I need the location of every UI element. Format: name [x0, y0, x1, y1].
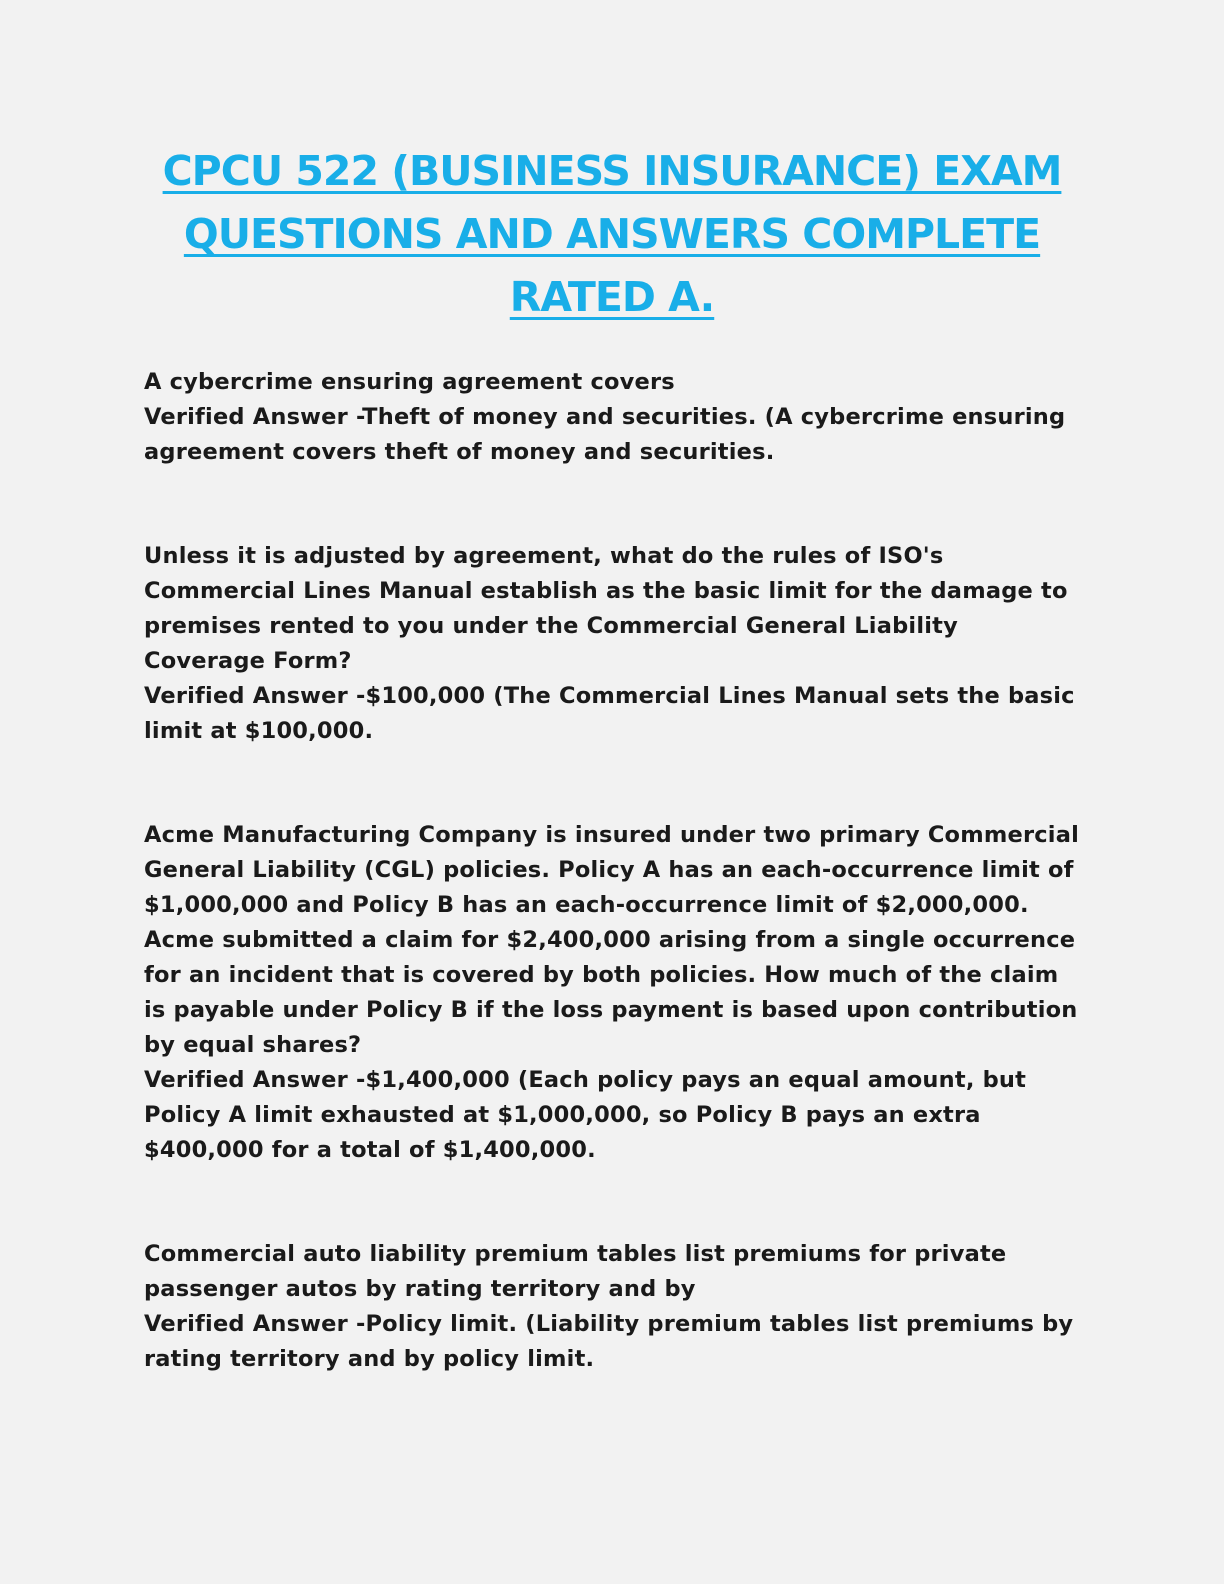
qa-item: [144, 539, 1080, 749]
qa-item: [144, 365, 1080, 470]
document-title[interactable]: CPCU 522 (BUSINESS INSURANCE) EXAM QUESTIONS AND ANSWERS COMPLETE RATED A.: [162, 147, 1062, 321]
answer-text: Verified Answer -$1,400,000 (Each policy pays an equal amount, but Policy A limit exhausted at $1,000,000, so Policy B pays an extra $400,000 for a total of $1,400,000.: [144, 1067, 1027, 1163]
answer-text: Verified Answer -Theft of money and securities. (A cybercrime ensuring agreement covers theft of money and securities.: [144, 404, 1066, 465]
question-text: Commercial auto liability premium tables list premiums for private passenger autos by rating territory and by: [144, 1241, 1007, 1302]
question-text: Unless it is adjusted by agreement, what do the rules of ISO's Commercial Lines Manual establish as the basic limit for the damage to premises rented to you under the Commercial General Liability Coverage Form?: [144, 543, 1068, 674]
answer-text: Verified Answer -Policy limit. (Liability premium tables list premiums by rating territory and by policy limit.: [144, 1311, 1074, 1372]
question-text: Acme Manufacturing Company is insured under two primary Commercial General Liability (CGL) policies. Policy A has an each-occurrence limit of $1,000,000 and Policy B has an each-occurrence limit of $2,000,000. Acme submitted a claim for $2,400,000 arising from a single occurrence for an incident that is covered by both policies. How much of the claim is payable under Policy B if the loss payment is based upon contribution by equal shares?: [144, 822, 1080, 1058]
qa-list: [144, 365, 1080, 1377]
qa-item: [144, 818, 1080, 1168]
qa-item: [144, 1237, 1080, 1377]
answer-text: Verified Answer -$100,000 (The Commercial Lines Manual sets the basic limit at $100,000.: [144, 683, 1075, 744]
document-page: [144, 140, 1080, 1446]
question-text: A cybercrime ensuring agreement covers: [144, 369, 675, 395]
